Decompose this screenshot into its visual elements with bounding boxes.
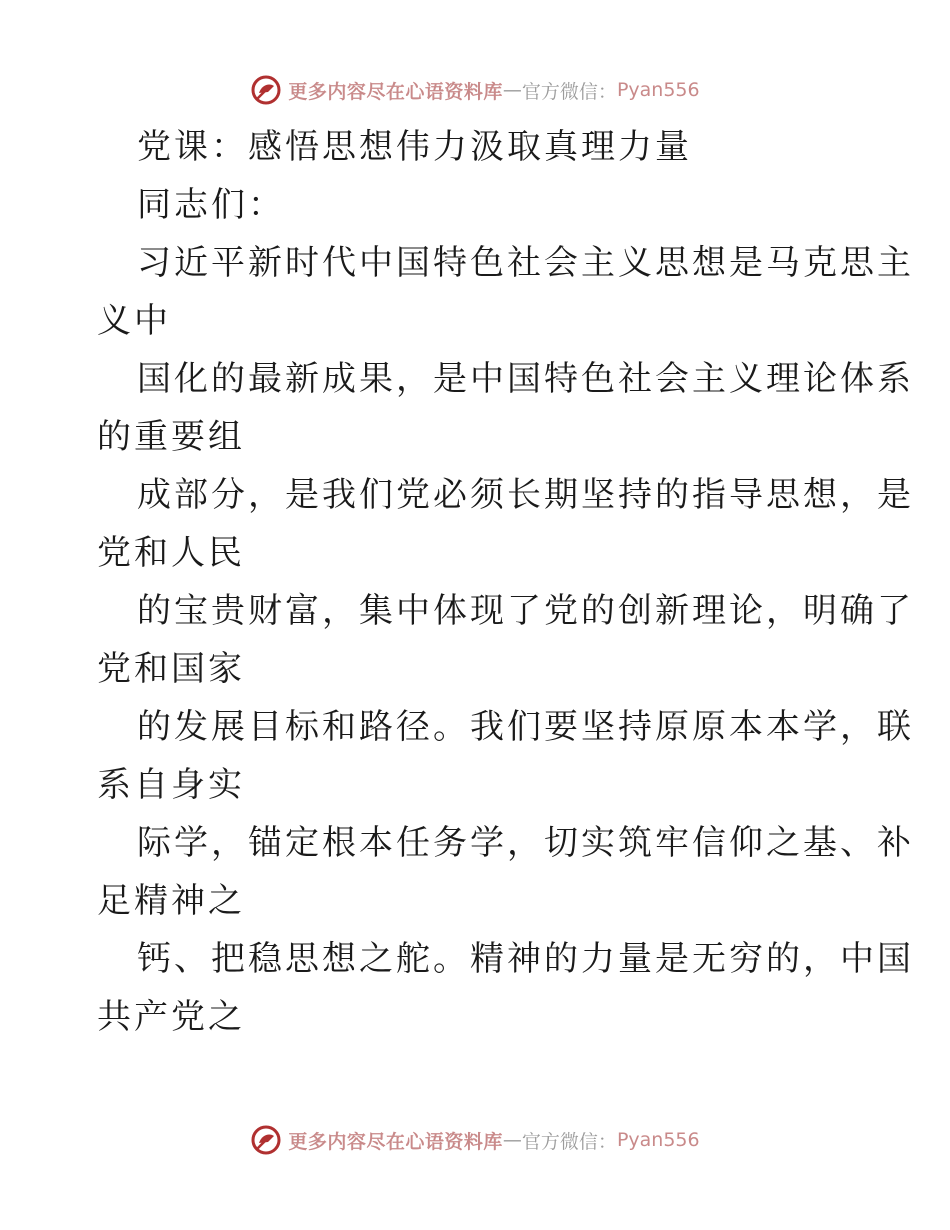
document-body <box>97 118 914 1046</box>
watermark-wechat-id: Pyan556 <box>616 79 700 101</box>
paragraph-line: 钙、把稳思想之舵。精神的力量是无穷的，中国 <box>137 939 914 979</box>
paragraph-line: 共产党之 <box>97 997 245 1037</box>
watermark-wechat-label: 官方微信： <box>521 80 617 103</box>
paragraph-line: 的宝贵财富，集中体现了党的创新理论，明确了 <box>137 591 914 631</box>
paragraph-line: 党和人民 <box>97 533 245 573</box>
brand-logo-icon <box>250 1124 282 1156</box>
brand-logo-icon <box>250 74 282 106</box>
paragraph-line: 系自身实 <box>97 765 245 805</box>
watermark-brand-text: 更多内容尽在心语资料库 <box>288 1130 503 1153</box>
watermark-footer <box>0 1120 950 1160</box>
document-salutation: 同志们： <box>137 185 285 225</box>
watermark-separator: — <box>502 79 522 101</box>
watermark-wechat-label: 官方微信： <box>521 1130 617 1153</box>
paragraph-line: 的发展目标和路径。我们要坚持原原本本学，联 <box>137 707 914 747</box>
watermark-header <box>0 70 950 110</box>
document-title: 党课：感悟思想伟力汲取真理力量 <box>137 127 692 167</box>
watermark-brand-text: 更多内容尽在心语资料库 <box>288 80 503 103</box>
paragraph-line: 义中 <box>97 301 171 341</box>
paragraph-line: 的重要组 <box>97 417 245 457</box>
watermark-separator: — <box>502 1129 522 1151</box>
paragraph-line: 成部分，是我们党必须长期坚持的指导思想，是 <box>137 475 914 515</box>
paragraph-line: 际学，锚定根本任务学，切实筑牢信仰之基、补 <box>137 823 914 863</box>
paragraph-line: 党和国家 <box>97 649 245 689</box>
paragraph-line: 国化的最新成果，是中国特色社会主义理论体系 <box>137 359 914 399</box>
paragraph-line: 习近平新时代中国特色社会主义思想是马克思主 <box>137 243 914 283</box>
watermark-wechat-id: Pyan556 <box>616 1129 700 1151</box>
paragraph-line: 足精神之 <box>97 881 245 921</box>
